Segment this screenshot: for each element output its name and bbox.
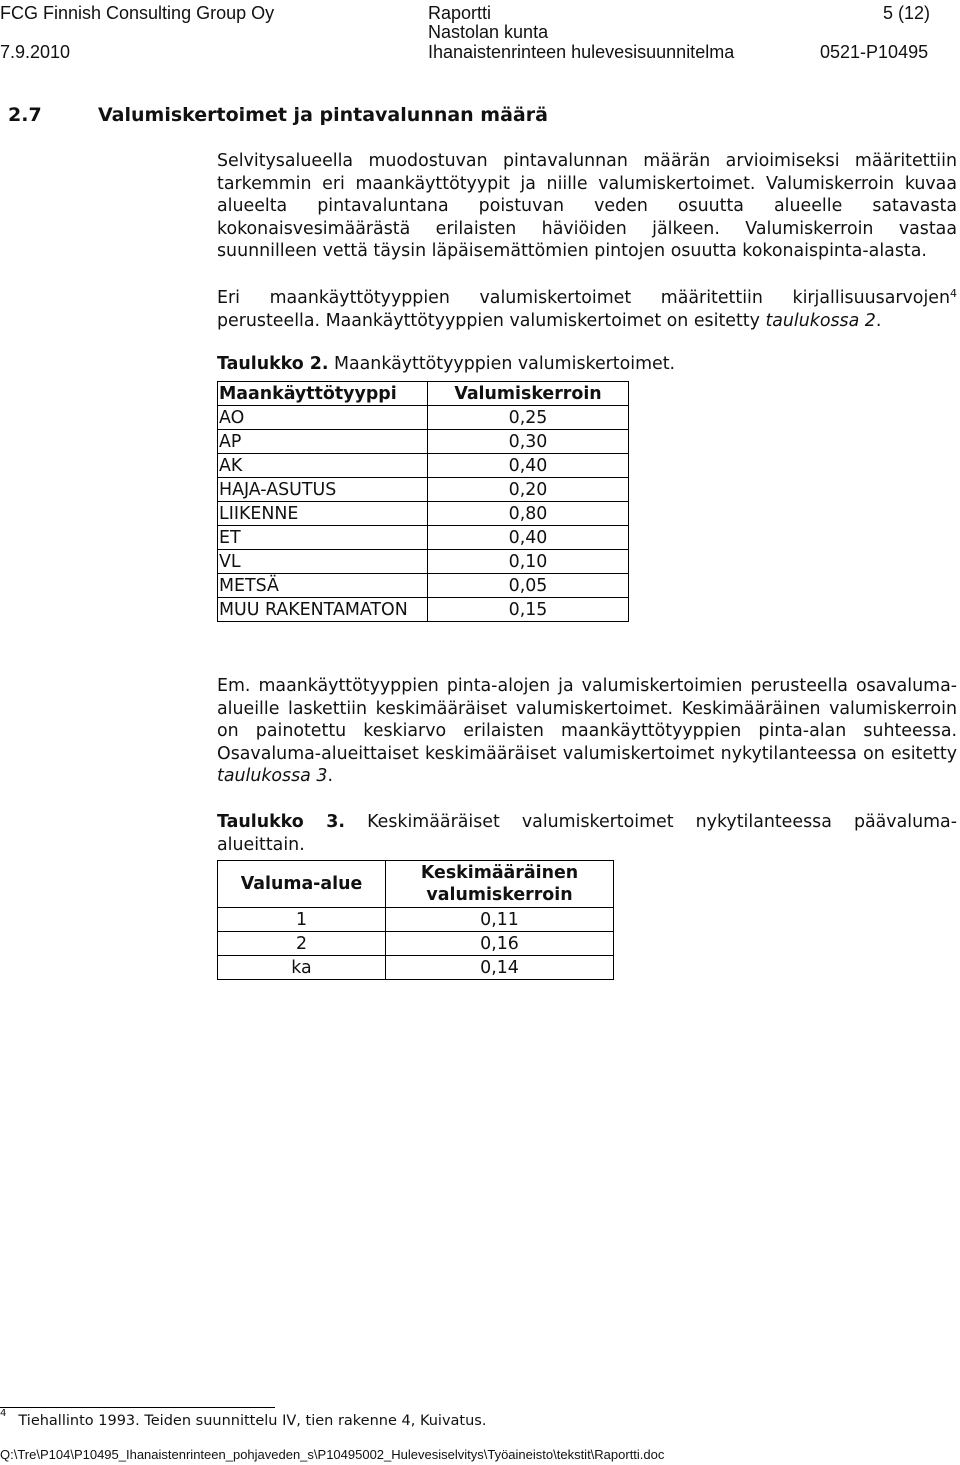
land-use-coefficient-table xyxy=(217,381,629,622)
column-header-coefficient: Valumiskerroin xyxy=(428,382,629,406)
table2-caption xyxy=(217,354,675,374)
p2-text-b: perusteella. Maankäyttötyyppien valumiskertoimet on esitetty xyxy=(217,310,766,331)
coefficient-cell: 0,15 xyxy=(428,598,629,622)
section-heading xyxy=(8,104,548,126)
table-row xyxy=(218,430,629,454)
land-use-cell: AP xyxy=(218,430,428,454)
header-page-number: 5 (12) xyxy=(883,3,931,23)
land-use-cell: LIIKENNE xyxy=(218,502,428,526)
coefficient-cell: 0,25 xyxy=(428,406,629,430)
coefficient-cell: 0,10 xyxy=(428,550,629,574)
p2-text-end: . xyxy=(875,310,882,331)
table-row xyxy=(218,932,614,956)
coefficient-cell: 0,40 xyxy=(428,526,629,550)
section-number: 2.7 xyxy=(8,104,42,126)
coefficient-cell: 0,30 xyxy=(428,430,629,454)
column-header-catchment: Valuma-alue xyxy=(218,861,386,908)
footnote-number: 4 xyxy=(0,1408,7,1419)
average-coefficient-cell: 0,14 xyxy=(386,956,614,980)
table-header-row xyxy=(218,861,614,908)
footnote xyxy=(0,1408,487,1429)
paragraph-runoff-intro: Selvitysalueella muodostuvan pintavalunnan määrän arvioimiseksi määritettiin tarkemmin eri maankäyttötyypit ja niille valumiskertoimet. Valumiskerroin kuvaa alueelta pintavaluntana poistuvan veden osuutta alueelle satavasta kokonaisvesimäärästä erilaisten häviöiden jälkeen. Valumiskerroin vastaa suunnilleen vettä täysin läpäisemättömien pintojen osuutta kokonaispinta-alasta. xyxy=(217,151,957,261)
header-date: 7.9.2010 xyxy=(0,42,71,62)
header-company: FCG Finnish Consulting Group Oy xyxy=(0,3,275,23)
table-header-row xyxy=(218,382,629,406)
table-row xyxy=(218,598,629,622)
coefficient-cell: 0,40 xyxy=(428,454,629,478)
land-use-cell: AK xyxy=(218,454,428,478)
catchment-cell: 2 xyxy=(218,932,386,956)
table-row xyxy=(218,502,629,526)
land-use-cell: HAJA-ASUTUS xyxy=(218,478,428,502)
land-use-cell: VL xyxy=(218,550,428,574)
table2-reference: taulukossa 2 xyxy=(765,310,876,331)
catchment-cell: ka xyxy=(218,956,386,980)
header-project: Ihanaistenrinteen hulevesisuunnitelma xyxy=(428,42,735,62)
table-row xyxy=(218,550,629,574)
catchment-cell: 1 xyxy=(218,908,386,932)
p3-text-end: . xyxy=(327,766,333,786)
table3-caption xyxy=(217,811,957,856)
table2-caption-label: Taulukko 2. xyxy=(217,354,329,374)
header-client: Nastolan kunta xyxy=(428,22,549,42)
average-coefficient-cell: 0,16 xyxy=(386,932,614,956)
coefficient-cell: 0,20 xyxy=(428,478,629,502)
p2-text-a: Eri maankäyttötyyppien valumiskertoimet määritettiin kirjallisuusarvojen xyxy=(217,288,950,308)
coefficient-cell: 0,05 xyxy=(428,574,629,598)
table-row xyxy=(218,526,629,550)
paragraph-coefficients-source xyxy=(217,287,957,332)
table-row xyxy=(218,406,629,430)
p3-text: Em. maankäyttötyyppien pinta-alojen ja valumiskertoimien perusteella osavaluma-alueille laskettiin keskimääräiset valumiskertoimet. Keskimääräinen valumiskerroin on painotettu keskiarvo erilaisten maankäyttötyyppien pinta-alan suhteessa. Osavaluma-alueittaiset keskimääräiset valumiskertoimet nykytilanteessa on esitetty xyxy=(217,676,957,764)
table-row xyxy=(218,478,629,502)
land-use-cell: AO xyxy=(218,406,428,430)
footnote-ref: 4 xyxy=(950,287,957,300)
footnote-separator xyxy=(0,1407,275,1408)
footnote-text: Tiehallinto 1993. Teiden suunnittelu IV, tien rakenne 4, Kuivatus. xyxy=(18,1413,487,1429)
table-row xyxy=(218,908,614,932)
land-use-cell: MUU RAKENTAMATON xyxy=(218,598,428,622)
land-use-cell: ET xyxy=(218,526,428,550)
table3-caption-label: Taulukko 3. xyxy=(217,812,346,832)
catchment-coefficient-table xyxy=(217,860,614,980)
header-doc-type: Raportti xyxy=(428,3,492,23)
average-coefficient-cell: 0,11 xyxy=(386,908,614,932)
table3-reference: taulukossa 3 xyxy=(217,766,328,786)
column-header-land-use: Maankäyttötyyppi xyxy=(218,382,428,406)
table2-caption-text: Maankäyttötyyppien valumiskertoimet. xyxy=(328,354,676,374)
paragraph-average-coefficients xyxy=(217,675,957,788)
column-header-average-coefficient: Keskimääräinen valumiskerroin xyxy=(386,861,614,908)
table-row xyxy=(218,956,614,980)
header-project-code: 0521-P10495 xyxy=(820,42,929,62)
coefficient-cell: 0,80 xyxy=(428,502,629,526)
table-row xyxy=(218,454,629,478)
section-title: Valumiskertoimet ja pintavalunnan määrä xyxy=(98,104,548,126)
table3-caption-text: Keskimääräiset valumiskertoimet nykytilanteessa päävaluma-alueittain. xyxy=(217,812,957,855)
table-row xyxy=(218,574,629,598)
file-path: Q:\Tre\P104\P10495_Ihanaistenrinteen_pohjaveden_s\P10495002_Hulevesiselvitys\Työaineisto\tekstit\Raportti.doc xyxy=(0,1447,665,1462)
land-use-cell: METSÄ xyxy=(218,574,428,598)
